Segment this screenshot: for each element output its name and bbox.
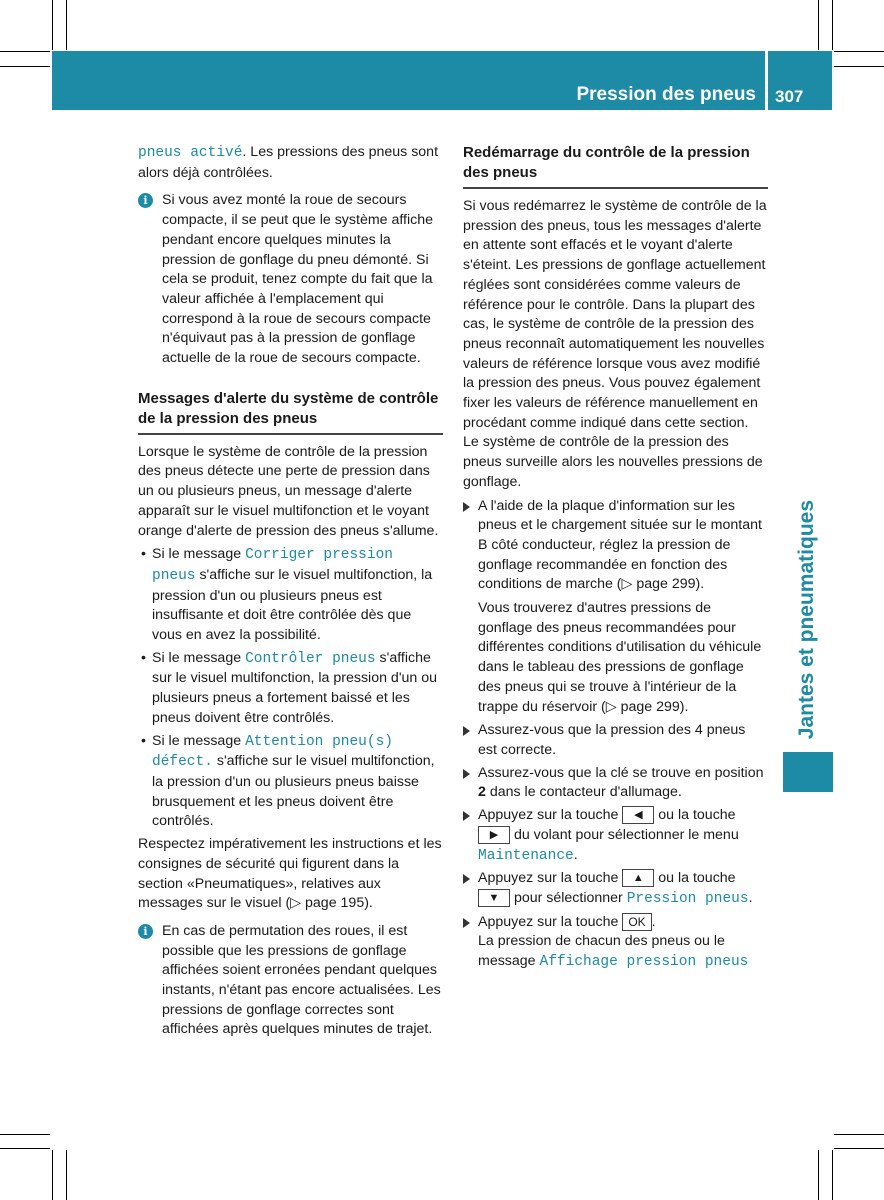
- info-icon: i: [138, 193, 153, 208]
- section-heading: Messages d'alerte du système de contrôle de la pression des pneus: [138, 389, 439, 427]
- list-item-post: s'affiche sur le visuel multifonction, la pression d'un ou plusieurs pneus baisse brusquement et les pneus doivent être contrôlés.: [152, 753, 435, 830]
- list-item-post: s'affiche sur le visuel multifonction, la pression d'un ou plusieurs pneus est insuffisante et doit être contrôlée dès que vous en avez la possibilité.: [152, 566, 433, 644]
- display-message: Affichage pression pneus: [539, 954, 749, 971]
- paragraph: Respectez impérativement les instructions et les consignes de sécurité qui figurent dans la section «Pneumatiques», relatives aux messages sur le visuel (▷ page 195).: [138, 836, 442, 912]
- bullet-icon: •: [141, 649, 146, 666]
- step-arrow-icon: [463, 918, 470, 928]
- step-text: pour sélectionner: [510, 889, 627, 906]
- display-message: Contrôler pneus: [245, 650, 376, 667]
- step-item: [463, 721, 768, 760]
- step-note-text: La pression de chacun des pneus ou le message: [478, 933, 725, 970]
- step-text: Appuyez sur la touche: [478, 913, 623, 930]
- step-note: Vous trouverez d'autres pressions de gonflage des pneus recommandées pour différentes conditions d'utilisation du véhicule dans le tableau des pressions de gonflage des pneus qui se trouve à l'intérieur de la trappe du réservoir (▷ page 299).: [478, 600, 762, 715]
- step-text: Appuyez sur la touche: [478, 807, 623, 824]
- paragraph: Lorsque le système de contrôle de la pression des pneus détecte une perte de pression dans un ou plusieurs pneus, un message d'alerte apparaît sur le visuel multifonction et le voyant orange d'alerte de pression des pneus s'allume.: [138, 443, 439, 539]
- step-arrow-icon: [463, 502, 470, 512]
- right-arrow-key-icon: ▶: [478, 826, 510, 844]
- menu-name: Maintenance: [478, 847, 574, 864]
- step-item: [463, 913, 768, 973]
- crop-mark: [832, 1150, 833, 1200]
- ok-key-icon: OK: [622, 913, 651, 931]
- step-text: ou la touche: [654, 870, 736, 887]
- info-note: [138, 922, 443, 1040]
- crop-mark: [0, 1134, 50, 1135]
- crop-mark: [66, 1150, 67, 1200]
- crop-mark: [0, 1148, 50, 1149]
- intro-text: . Les pressions des pneus sont alors déjà contrôlées.: [138, 144, 439, 181]
- crop-mark: [834, 66, 884, 67]
- side-tab: [781, 495, 833, 745]
- crop-mark: [834, 51, 884, 52]
- page-number: 307: [775, 87, 804, 106]
- crop-mark: [52, 1150, 53, 1200]
- step-text: du volant pour sélectionner le menu: [510, 826, 739, 843]
- crop-mark: [0, 66, 50, 67]
- side-tab-label: Jantes et pneumatiques: [795, 500, 818, 740]
- list-item-pre: Si le message: [152, 732, 246, 749]
- list-item: [138, 649, 443, 729]
- step-item: [463, 764, 768, 803]
- list-item-pre: Si le message: [152, 649, 246, 666]
- intro-paragraph: [138, 143, 443, 183]
- key-position: 2: [478, 784, 486, 801]
- step-item: [463, 806, 768, 866]
- step-arrow-icon: [463, 726, 470, 736]
- bullet-icon: •: [141, 732, 146, 749]
- crop-mark: [834, 1134, 884, 1135]
- display-message: pneus activé: [138, 145, 243, 161]
- step-item: [463, 497, 768, 718]
- side-tab-marker: [783, 752, 833, 792]
- step-text: .: [573, 846, 578, 863]
- heading-rule: [463, 187, 768, 189]
- step-note: [478, 932, 768, 972]
- bullet-icon: •: [141, 546, 146, 563]
- step-text: .: [748, 889, 753, 906]
- list-item-pre: Si le message: [152, 546, 246, 563]
- list-item: [138, 545, 443, 646]
- left-arrow-key-icon: ◀: [622, 806, 654, 824]
- heading-rule: [138, 433, 443, 435]
- step-text: Assurez-vous que la clé se trouve en position: [478, 764, 764, 781]
- step-text: Assurez-vous que la pression des 4 pneus est correcte.: [478, 722, 746, 758]
- step-item: [463, 869, 768, 909]
- page-title: Pression des pneus: [576, 84, 756, 105]
- info-note-text: En cas de permutation des roues, il est possible que les pressions de gonflage affichées soient erronées pendant quelques instants, n'étant pas encore actualisées. Les pressions de gonflage correctes sont affichées après quelques minutes de trajet.: [162, 922, 441, 1038]
- list-item: [138, 732, 443, 833]
- crop-mark: [818, 0, 819, 50]
- display-message: Corriger pression pneus: [152, 547, 393, 584]
- step-arrow-icon: [463, 811, 470, 821]
- info-note: [138, 191, 443, 368]
- step-text: A l'aide de la plaque d'information sur les pneus et le chargement située sur le montant B côté conducteur, réglez la pression de gonflage recommandée en fonction des conditions de marche (▷ page 299).: [478, 497, 762, 593]
- crop-mark: [818, 1150, 819, 1200]
- crop-mark: [834, 1148, 884, 1149]
- step-text: ou la touche: [654, 807, 736, 824]
- section-heading: Redémarrage du contrôle de la pression des pneus: [463, 144, 750, 181]
- info-icon: i: [138, 924, 153, 939]
- step-text: dans le contacteur d'allumage.: [485, 784, 682, 801]
- crop-mark: [832, 0, 833, 50]
- step-arrow-icon: [463, 874, 470, 884]
- down-arrow-key-icon: ▼: [478, 889, 510, 907]
- step-text: .: [651, 913, 656, 930]
- crop-mark: [52, 0, 53, 50]
- up-arrow-key-icon: ▲: [622, 869, 654, 887]
- info-note-text: Si vous avez monté la roue de secours compacte, il se peut que le système affiche pendant encore quelques minutes la pression de gonflage du pneu démonté. Si cela se produit, tenez compte du fait que la valeur affichée à l'emplacement qui correspond à la roue de secours compacte n'équivaut pas à la pression de gonflage actuelle de la roue de secours compacte.: [162, 192, 434, 367]
- crop-mark: [0, 51, 50, 52]
- step-arrow-icon: [463, 769, 470, 779]
- paragraph: Si vous redémarrez le système de contrôle de la pression des pneus, tous les messages d'alerte en attente sont effacés et le voyant d'alerte s'éteint. Les pressions de gonflage actuellement réglées sont considérées comme valeurs de référence pour le contrôle. Dans la plupart des cas, le système de contrôle de la pression des pneus reconnaît automatiquement les nouvelles valeurs de référence lorsque vous avez modifié la pression des pneus. Vous pouvez également fixer les valeurs de référence manuellement en procédant comme indiqué dans cette section. Le système de contrôle de la pression des pneus surveille alors les nouvelles pressions de gonflage.: [463, 198, 767, 490]
- left-column: [138, 143, 443, 1044]
- right-column: [463, 143, 768, 977]
- list-item-post: s'affiche sur le visuel multifonction, la pression d'un ou plusieurs pneus a fortement baissé et les pneus doivent être contrôlés.: [152, 649, 438, 726]
- display-message: Attention pneu(s) défect.: [152, 733, 393, 771]
- step-text: Appuyez sur la touche: [478, 870, 623, 887]
- menu-name: Pression pneus: [626, 890, 749, 907]
- crop-mark: [66, 0, 67, 50]
